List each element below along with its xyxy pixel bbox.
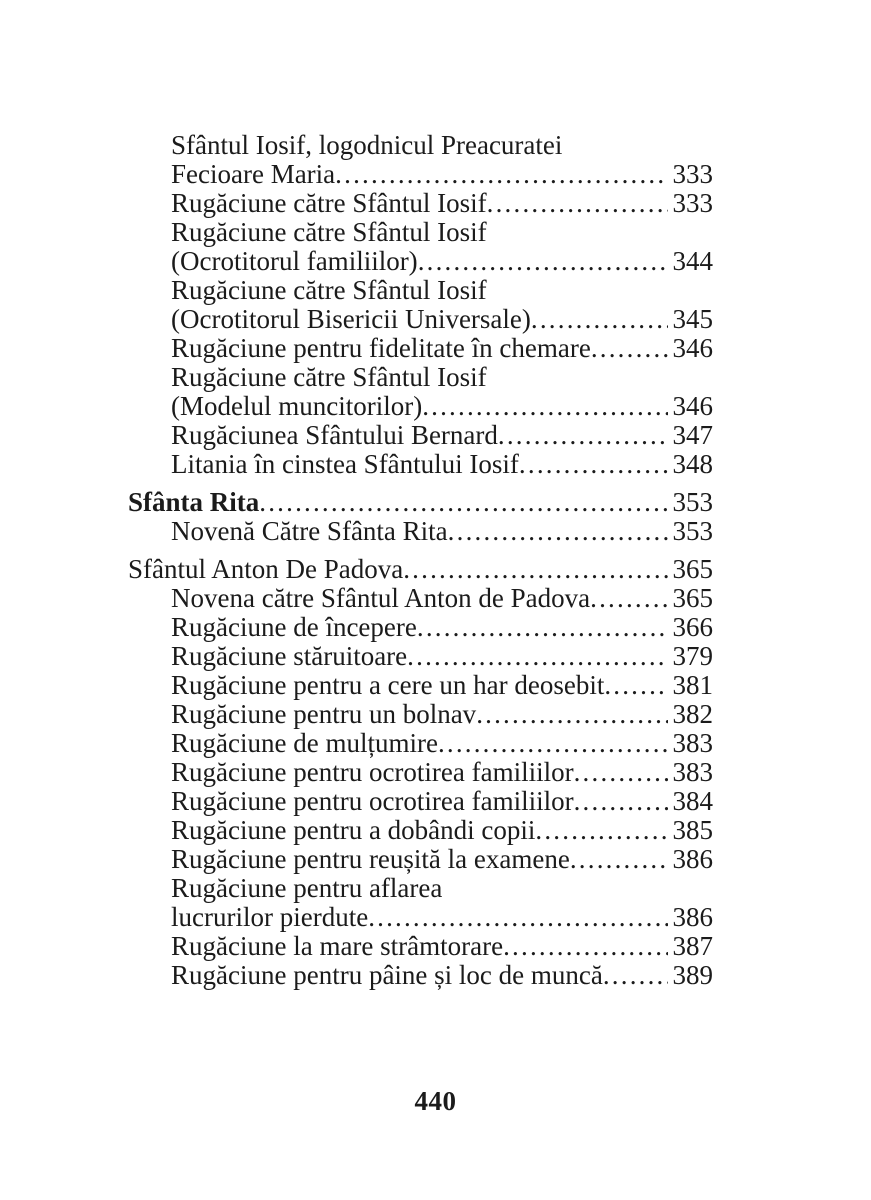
toc-entry-row (128, 160, 713, 189)
toc-dot-leader (407, 642, 667, 671)
toc-dot-leader (417, 613, 668, 642)
toc-dot-leader (418, 247, 668, 276)
toc-entry-row (128, 787, 713, 816)
toc-entry-title: Rugăciune pentru ocrotirea familiilor (171, 786, 574, 816)
toc-entry-row (128, 189, 713, 218)
toc-entry-title: Rugăciune pentru fidelitate în chemare (171, 333, 591, 363)
toc-section-row (128, 555, 713, 584)
toc-entry-title: Rugăciune către Sfântul Iosif (171, 188, 487, 218)
toc-page-number: 387 (672, 931, 713, 961)
toc-page-number: 384 (672, 786, 713, 816)
toc-entry-title: Rugăciune pentru un bolnav (171, 699, 477, 729)
toc-page-number: 353 (672, 487, 713, 517)
toc-dot-leader (570, 845, 668, 874)
toc-entry-row (128, 334, 713, 363)
toc-entry-title: Litania în cinstea Sfântului Iosif (171, 449, 519, 479)
toc-entry-title: Rugăciune stăruitoare (171, 641, 408, 671)
toc-entry-title: Novenă Către Sfânta Rita (171, 516, 448, 546)
toc-page-number: 385 (672, 815, 713, 845)
toc-entry-title: Rugăciune pentru reușită la examene (171, 844, 570, 874)
toc-dot-leader (590, 584, 667, 613)
toc-page-number: 379 (672, 641, 713, 671)
toc-entry-row (128, 450, 713, 479)
toc-entry-title: (Ocrotitorul Bisericii Universale) (171, 304, 531, 334)
table-of-contents (128, 131, 713, 990)
toc-dot-leader (574, 758, 668, 787)
toc-entry-row (128, 363, 713, 392)
toc-entry-title: Rugăciune pentru aflarea (171, 873, 443, 903)
toc-entry-title: Rugăciune către Sfântul Iosif (171, 217, 487, 247)
toc-entry-title: Fecioare Maria (171, 159, 336, 189)
toc-page-number: 333 (672, 188, 713, 218)
toc-dot-leader (591, 334, 668, 363)
toc-entry-row (128, 729, 713, 758)
toc-entry-title: (Modelul muncitorilor) (171, 391, 423, 421)
toc-dot-leader (403, 555, 667, 584)
toc-page-number: 389 (672, 960, 713, 990)
toc-dot-leader (519, 450, 668, 479)
toc-dot-leader (438, 729, 668, 758)
toc-entry-title: Rugăciune de începere (171, 612, 417, 642)
toc-entry-row (128, 247, 713, 276)
toc-dot-leader (603, 961, 668, 990)
toc-section-title: Sfântul Anton De Padova (128, 554, 404, 584)
toc-dot-leader (476, 700, 667, 729)
toc-entry-title: Rugăciune către Sfântul Iosif (171, 275, 487, 305)
toc-page-number: 347 (672, 420, 713, 450)
toc-entry-row (128, 903, 713, 932)
toc-entry-title: Novena către Sfântul Anton de Padova (171, 583, 591, 613)
toc-entry-row (128, 131, 713, 160)
toc-page-number: 386 (672, 844, 713, 874)
toc-page-number: 382 (672, 699, 713, 729)
toc-entry-title: lucrurilor pierdute (171, 902, 369, 932)
toc-entry-row (128, 671, 713, 700)
toc-entry-row (128, 874, 713, 903)
toc-dot-leader (531, 305, 668, 334)
toc-entry-row (128, 932, 713, 961)
toc-entry-title: Sfântul Iosif, logodnicul Preacuratei (171, 130, 563, 160)
toc-dot-leader (448, 517, 668, 546)
toc-page-number: 366 (672, 612, 713, 642)
toc-dot-leader (422, 392, 667, 421)
toc-entry-row (128, 642, 713, 671)
toc-entry-row (128, 700, 713, 729)
toc-entry-row (128, 421, 713, 450)
toc-page-number: 353 (672, 516, 713, 546)
toc-page-number: 344 (672, 246, 713, 276)
toc-section-title: Sfânta Rita (128, 487, 260, 517)
toc-entry-row (128, 845, 713, 874)
toc-entry-row (128, 276, 713, 305)
toc-section-row (128, 488, 713, 517)
toc-entry-row (128, 816, 713, 845)
toc-page-number: 381 (672, 670, 713, 700)
toc-dot-leader (535, 816, 667, 845)
toc-entry-row (128, 613, 713, 642)
toc-page-number: 386 (672, 902, 713, 932)
toc-entry-title: Rugăciunea Sfântului Bernard (171, 420, 498, 450)
toc-page-number: 346 (672, 333, 713, 363)
toc-entry-title: Rugăciune pentru a dobândi copii (171, 815, 536, 845)
toc-entry-title: (Ocrotitorul familiilor) (171, 246, 418, 276)
toc-entry-row (128, 305, 713, 334)
toc-page-number: 345 (672, 304, 713, 334)
toc-entry-title: Rugăciune către Sfântul Iosif (171, 362, 487, 392)
toc-dot-leader (503, 932, 667, 961)
toc-page-number: 333 (672, 159, 713, 189)
toc-dot-leader (259, 488, 667, 517)
toc-entry-title: Rugăciune pentru pâine și loc de muncă (171, 960, 603, 990)
toc-entry-title: Rugăciune de mulțumire (171, 728, 438, 758)
toc-dot-leader (368, 903, 667, 932)
toc-entry-row (128, 584, 713, 613)
toc-entry-row (128, 758, 713, 787)
toc-dot-leader (498, 421, 668, 450)
toc-page-number: 383 (672, 728, 713, 758)
toc-dot-leader (574, 787, 668, 816)
toc-page-number: 365 (672, 554, 713, 584)
toc-entry-row (128, 961, 713, 990)
toc-dot-leader (335, 160, 667, 189)
toc-entry-title: Rugăciune pentru a cere un har deosebit (171, 670, 605, 700)
toc-dot-leader (604, 671, 667, 700)
toc-entry-row (128, 218, 713, 247)
page-footer (0, 1086, 871, 1117)
folio-page-number: 440 (414, 1086, 457, 1116)
toc-page-number: 346 (672, 391, 713, 421)
toc-entry-row (128, 517, 713, 546)
toc-page-number: 348 (672, 449, 713, 479)
toc-dot-leader (487, 189, 668, 218)
toc-entry-title: Rugăciune pentru ocrotirea familiilor (171, 757, 574, 787)
toc-page-number: 383 (672, 757, 713, 787)
toc-entry-row (128, 392, 713, 421)
toc-entry-title: Rugăciune la mare strâmtorare (171, 931, 504, 961)
toc-page-number: 365 (672, 583, 713, 613)
